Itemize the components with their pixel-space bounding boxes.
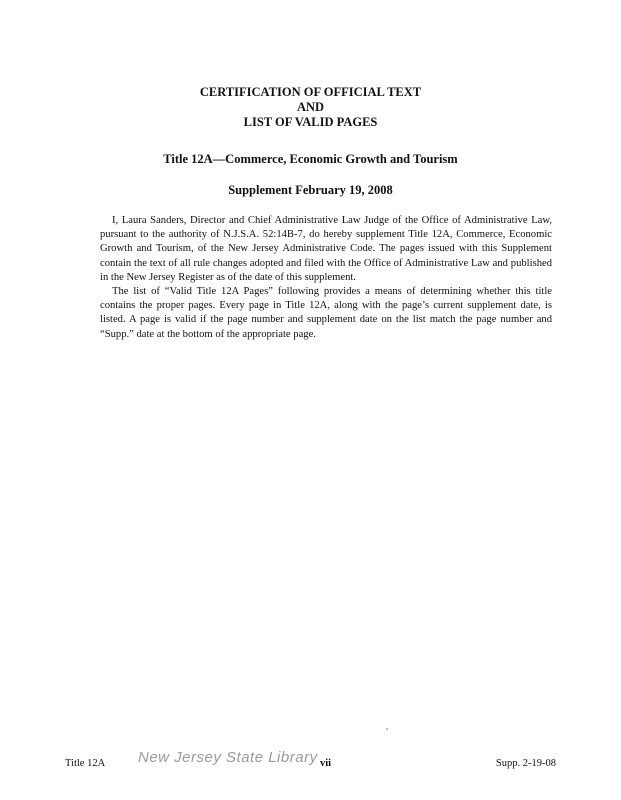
heading-line-1: CERTIFICATION OF OFFICIAL TEXT bbox=[199, 85, 422, 99]
paragraph-text: I, Laura Sanders, Director and Chief Administrative Law Judge of the Office of Administrative Law, pursuant to the authority of N.J.S.A. 52:14B-7, do hereby supplement Title 12A, Commerce, Economic Growth and Tourism, of the New Jersey Administrative Code. The pages issued with this Supplement contain the text of all rule changes adopted and filed with the Office of Administrative Law and published in the New Jersey Register as of the date of this supplement. bbox=[100, 215, 552, 283]
paragraph-text: The list of “Valid Title 12A Pages” following provides a means of determining whether this title contains the proper pages. Every page in Title 12A, along with the page’s current supplement date, is listed. A page is valid if the page number and supplement date on the list match the page number and “Supp.” date at the bottom of the appropriate page. bbox=[100, 286, 552, 340]
footer-page-number: vii bbox=[320, 758, 332, 769]
certification-paragraph bbox=[100, 214, 552, 285]
footer-supplement-date: Supp. 2-19-08 bbox=[495, 758, 556, 769]
heading-line-2: AND bbox=[296, 100, 325, 114]
scan-speck bbox=[386, 728, 388, 730]
title-heading: Title 12A—Commerce, Economic Growth and Tourism bbox=[163, 152, 458, 166]
heading-line-3: LIST OF VALID PAGES bbox=[243, 115, 378, 129]
faint-stamp-residue bbox=[506, 740, 586, 754]
valid-pages-paragraph bbox=[100, 285, 552, 342]
footer-title: Title 12A bbox=[65, 758, 106, 769]
library-stamp: New Jersey State Library bbox=[138, 749, 318, 766]
supplement-date-heading: Supplement February 19, 2008 bbox=[228, 183, 393, 197]
certification-heading bbox=[0, 85, 621, 130]
